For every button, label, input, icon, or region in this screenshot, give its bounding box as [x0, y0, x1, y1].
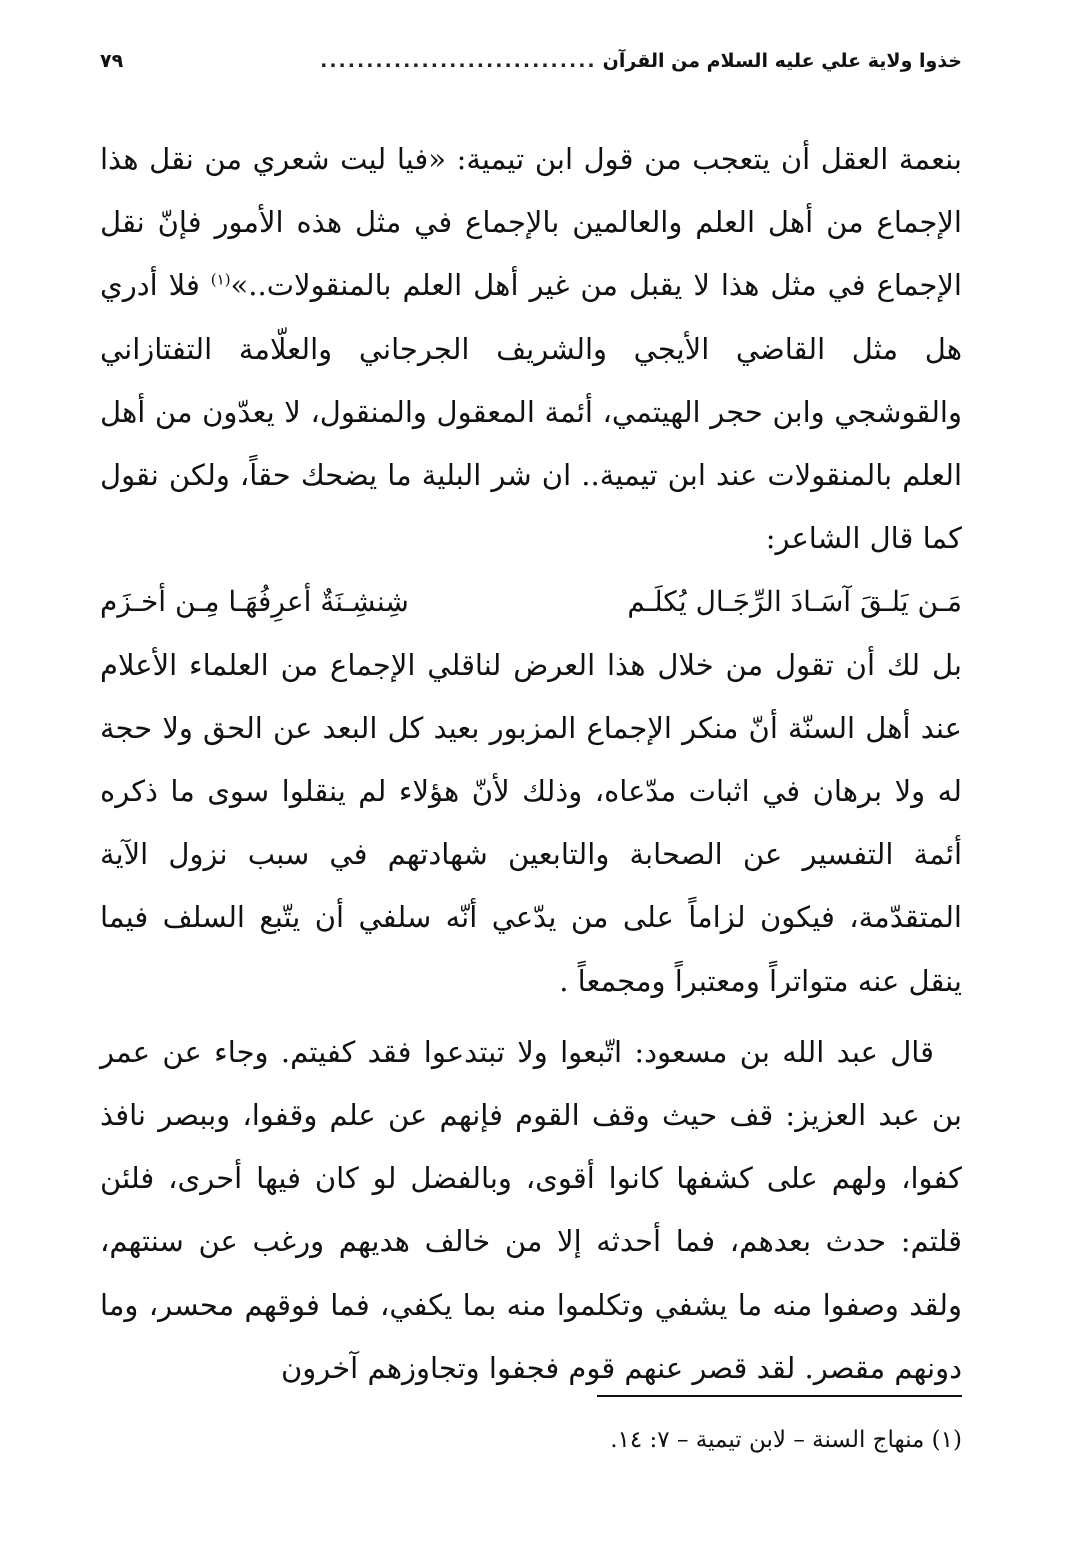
running-header [100, 50, 962, 82]
paragraph-2: بل لك أن تقول من خلال هذا العرض لناقلي الإجماع من العلماء الأعلام عند أهل السنّة أنّ منكر الإجماع المزبور بعيد كل البعد عن الحق ولا حجة له ولا برهان في اثبات مدّعاه، وذلك لأنّ هؤلاء لم ينقلوا سوى ما ذكره أئمة التفسير عن الصحابة والتابعين شهادتهم في سبب نزول الآية المتقدّمة، فيكون لزاماً على من يدّعي أنّه سلفي أن يتّبع السلف فيما ينقل عنه متواتراً ومعتبراً ومجمعاً . [100, 647, 962, 998]
poetry-verse [100, 570, 962, 633]
main-text [100, 128, 962, 1400]
paragraph-spacer [100, 1013, 962, 1021]
footnote-separator [597, 1395, 962, 1397]
paragraph-3: قال عبد الله بن مسعود: اتّبعوا ولا تبتدعوا فقد كفيتم. وجاء عن عمر بن عبد العزيز: قف حيث وقف القوم فإنهم عن علم وقفوا، وببصر نافذ كفوا، ولهم على كشفها كانوا أقوى، وبالفضل لو كان فيها أحرى، فلئن قلتم: حدث بعدهم، فما أحدثه إلا من خالف هديهم ورغب عن سنتهم، ولقد وصفوا منه ما يشفي وتكلموا منه بما يكفي، فما فوقهم محسر، وما دونهم مقصر. لقد قصر عنهم قوم فجفوا وتجاوزهم آخرون [100, 1034, 962, 1385]
book-page [100, 40, 962, 1520]
verse-second-hemistich: شِنشِـنَةٌ أعرِفُهَـا مِـن أخـزَم [100, 585, 409, 619]
footnote-reference: (١) [210, 270, 231, 289]
page-number: ٧٩ [100, 50, 124, 72]
running-title: خذوا ولاية علي عليه السلام من القرآن [602, 50, 962, 72]
paragraph-1 [100, 128, 962, 570]
header-leader-dots: .............................. [320, 50, 597, 72]
paragraph-1-continuation: فلا أدري هل مثل القاضي الأيجي والشريف الجرجاني والعلّامة التفتازاني والقوشجي وابن حجر الهيتمي، أئمة المعقول والمنقول، لا يعدّون من أهل العلم بالمنقولات عند ابن تيمية.. ان شر البلية ما يضحك حقاً، ولكن نقول كما قال الشاعر: [100, 268, 962, 556]
verse-first-hemistich: مَـن يَلـقَ آسَـادَ الرِّجَـال يُكلَـم [627, 585, 962, 619]
footnote: (١) منهاج السنة – لابن تيمية – ٧: ١٤. [610, 1427, 962, 1453]
paragraph-1-quote: بنعمة العقل أن يتعجب من قول ابن تيمية: «فيا ليت شعري من نقل هذا الإجماع من أهل العلم والعالمين بالإجماع في مثل هذه الأمور فإنّ نقل الإجماع في مثل هذا لا يقبل من غير أهل العلم بالمنقولات..» [100, 142, 962, 303]
